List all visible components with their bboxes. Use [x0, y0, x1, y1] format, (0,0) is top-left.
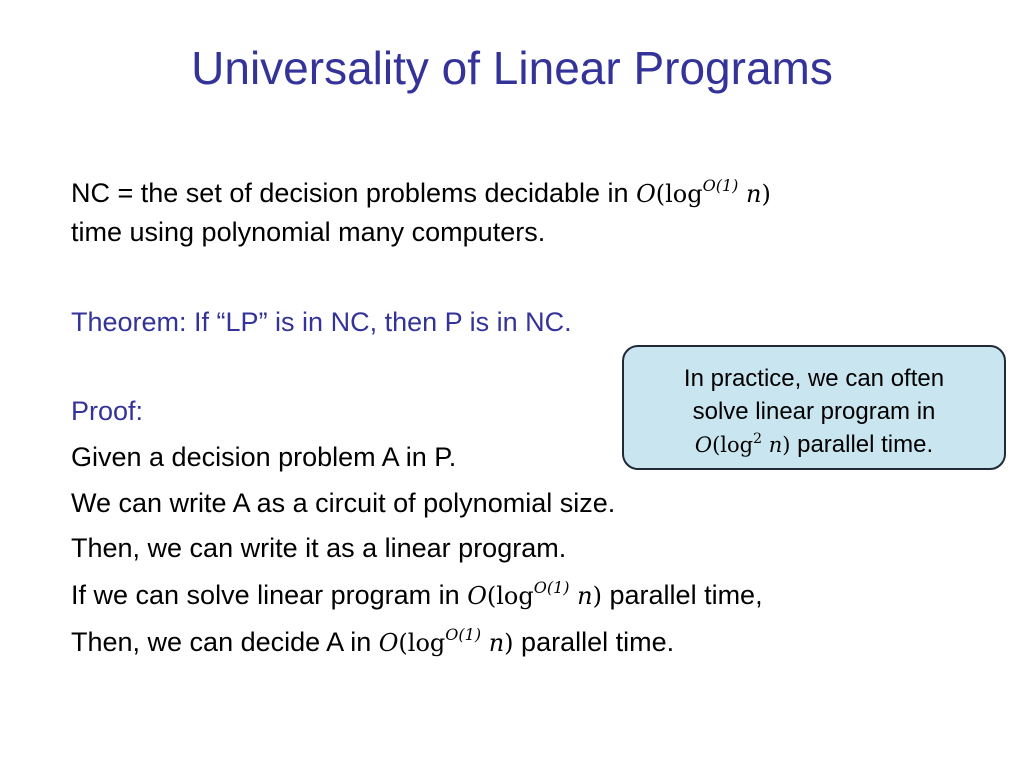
- proof-line-2: We can write A as a circuit of polynomial size.: [71, 488, 616, 518]
- complexity-expression-lp: [467, 578, 603, 610]
- complexity-expression-callout: [695, 433, 791, 457]
- paren-open: (: [486, 582, 497, 610]
- big-o-symbol: O: [694, 433, 713, 457]
- paren-open: (: [398, 629, 408, 657]
- variable-n: n: [746, 180, 762, 208]
- paren-close: ): [592, 582, 603, 610]
- nc-definition-line-2: time using polynomial many computers.: [71, 217, 546, 247]
- callout-line-2: solve linear program in: [692, 398, 936, 425]
- proof-line-5-text: Then, we can decide A in: [71, 627, 379, 657]
- complexity-expression-decide: [378, 625, 514, 657]
- proof-line-4-suffix: parallel time,: [602, 580, 763, 610]
- exponent-2: 2: [753, 431, 762, 447]
- callout-line-3: [624, 428, 1004, 462]
- log-symbol: log: [496, 582, 534, 610]
- paren-close: ): [504, 629, 514, 657]
- exponent-o1: O(1): [533, 578, 570, 597]
- paren-open: (: [712, 433, 721, 457]
- proof-line-4: [71, 578, 763, 613]
- log-symbol: log: [407, 629, 446, 657]
- proof-label: Proof:: [71, 396, 144, 426]
- proof-line-5: [71, 625, 674, 660]
- nc-definition-line-1: [71, 176, 771, 211]
- complexity-expression-nc: [636, 176, 771, 208]
- theorem-statement: Theorem: If “LP” is in NC, then P is in NC.: [71, 307, 572, 337]
- slide-title: Universality of Linear Programs: [191, 42, 833, 94]
- proof-line-4-text: If we can solve linear program in: [71, 580, 468, 610]
- paren-close: ): [761, 180, 771, 208]
- log-symbol: log: [720, 433, 754, 457]
- callout-line-1: In practice, we can often: [683, 365, 945, 392]
- proof-line-5-suffix: parallel time.: [513, 627, 675, 657]
- variable-n: n: [768, 433, 783, 457]
- exponent-o1: O(1): [445, 625, 482, 644]
- paren-close: ): [782, 433, 791, 457]
- proof-line-1: Given a decision problem A in P.: [71, 442, 457, 472]
- practice-callout-box: [622, 345, 1006, 470]
- paren-open: (: [655, 180, 666, 208]
- big-o-symbol: O: [636, 180, 656, 208]
- proof-line-3: Then, we can write it as a linear program.: [71, 533, 567, 563]
- variable-n: n: [577, 582, 593, 610]
- variable-n: n: [488, 629, 505, 657]
- big-o-symbol: O: [378, 629, 399, 657]
- nc-definition-text: NC = the set of decision problems decidable in: [71, 178, 637, 208]
- callout-line-3-suffix: parallel time.: [790, 431, 934, 458]
- log-symbol: log: [665, 180, 703, 208]
- exponent-o1: O(1): [702, 176, 739, 195]
- big-o-symbol: O: [467, 582, 487, 610]
